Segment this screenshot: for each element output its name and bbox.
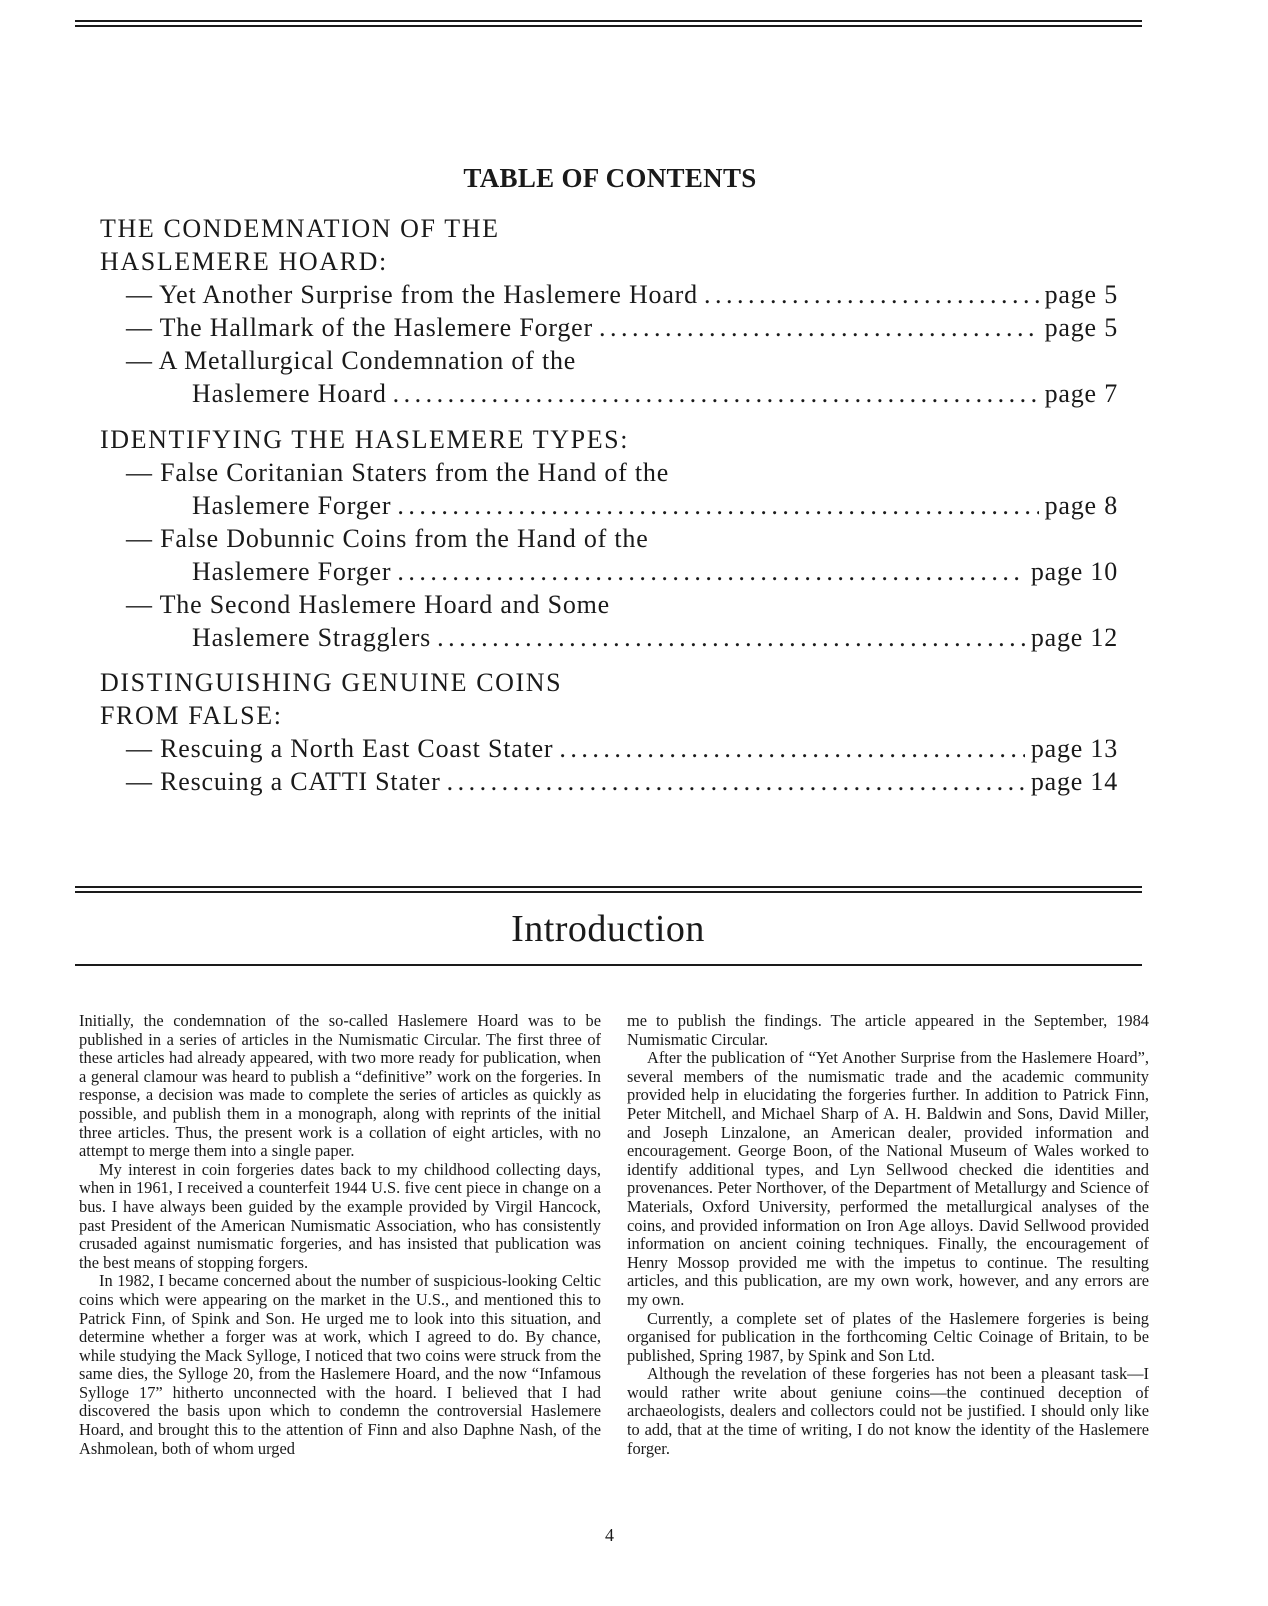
toc-section-3 <box>100 666 1118 798</box>
toc-entry-page: page 13 <box>1030 734 1118 763</box>
toc-entry-title: — Rescuing a CATTI Stater <box>126 767 441 796</box>
toc-entry[interactable] <box>100 456 1118 522</box>
intro-top-rule <box>75 886 1142 896</box>
toc-entry[interactable] <box>100 522 1118 588</box>
toc-entry-title: — False Coritanian Staters from the Hand of the <box>126 458 670 487</box>
toc-entry-page: page 5 <box>1044 313 1118 342</box>
intro-bottom-rule <box>75 964 1142 969</box>
intro-paragraph: Initially, the condemnation of the so-called Haslemere Hoard was to be published in a series of articles in the Numismatic Circular. The first three of these articles had already appeared, with two more ready for publication, when a general clamour was heard to publish a “definitive” work on the forgeries. In response, a decision was made to complete the series of articles as quickly as possible, and publish them in a monograph, along with reprints of the initial three articles. Thus, the present work is a collation of eight articles, with no attempt to merge them into a single paper. <box>79 1011 601 1161</box>
toc-entry[interactable] <box>100 311 1118 344</box>
toc-section-heading: FROM FALSE: <box>100 701 283 730</box>
toc-section-1 <box>100 212 1118 410</box>
toc-entry-page: page 5 <box>1044 280 1118 309</box>
toc-entry-title: — The Hallmark of the Haslemere Forger <box>126 313 593 342</box>
page-number: 4 <box>605 1525 614 1545</box>
toc-entry-title: — Yet Another Surprise from the Haslemere Hoard <box>126 280 698 309</box>
dot-leader <box>704 278 1039 311</box>
intro-right-column <box>627 1012 1149 1458</box>
toc-section-2 <box>100 423 1118 654</box>
dot-leader <box>393 377 1039 410</box>
dot-leader <box>599 311 1039 344</box>
toc-entry-page: page 7 <box>1044 379 1118 408</box>
top-rule <box>75 20 1142 30</box>
toc-section-heading: DISTINGUISHING GENUINE COINS <box>100 668 563 697</box>
toc-section-heading: HASLEMERE HOARD: <box>100 247 388 276</box>
toc-entry-title: — Rescuing a North East Coast Stater <box>126 734 554 763</box>
toc-entry-title-cont: Haslemere Stragglers <box>192 623 432 652</box>
dot-leader <box>447 765 1025 798</box>
intro-left-column <box>79 1012 601 1458</box>
toc-entry-page: page 8 <box>1044 491 1118 520</box>
intro-paragraph: My interest in coin forgeries dates back to my childhood collecting days, when in 1961, I received a counterfeit 1944 U.S. five cent piece in change on a bus. I have always been guided by the example provided by Virgil Hancock, past President of the American Numismatic Association, who has consistently crusaded against numismatic forgeries, and has insisted that publication was the best means of stopping forgers. <box>79 1159 601 1272</box>
toc-entry-title-cont: Haslemere Hoard <box>192 379 387 408</box>
toc-section-heading: IDENTIFYING THE HASLEMERE TYPES: <box>100 425 630 454</box>
intro-paragraph: Although the revelation of these forgeries has not been a pleasant task—I would rather write about geniune coins—the continued deception of archaeologists, dealers and collectors could not be justified. I should only like to add, that at the time of writing, I do not know the identity of the Haslemere forger. <box>627 1364 1149 1458</box>
intro-paragraph: After the publication of “Yet Another Surprise from the Haslemere Hoard”, several members of the numismatic trade and the academic community provided help in elucidating the forgeries further. In addition to Patrick Finn, Peter Mitchell, and Michael Sharp of A. H. Baldwin and Sons, David Miller, and Joseph Linzalone, an American dealer, provided information and encouragement. George Boon, of the National Museum of Wales worked to identify additional types, and Lyn Sellwood checked die identities and provenances. Peter Northover, of the Department of Metallurgy and Science of Materials, Oxford University, performed the metallurgical analyses of the coins, and provided information on Iron Age alloys. David Sellwood provided information on ancient coining techniques. Finally, the encouragement of Henry Mossop provided me with the impetus to continue. The resulting articles, and this publication, are my own work, however, and any errors are my own. <box>627 1048 1149 1309</box>
toc-entry-title: — False Dobunnic Coins from the Hand of the <box>126 524 649 553</box>
toc-entry-title: — The Second Haslemere Hoard and Some <box>126 590 610 619</box>
intro-title: Introduction <box>511 908 705 950</box>
intro-paragraph: me to publish the findings. The article appeared in the September, 1984 Numismatic Circular. <box>627 1011 1149 1049</box>
toc-entry[interactable] <box>100 732 1118 765</box>
toc-entry-page: page 12 <box>1030 623 1118 652</box>
dot-leader <box>397 555 1025 588</box>
toc-title: TABLE OF CONTENTS <box>463 163 757 193</box>
intro-paragraph: Currently, a complete set of plates of the Haslemere forgeries is being organised for publication in the forthcoming Celtic Coinage of Britain, to be published, Spring 1987, by Spink and Son Ltd. <box>627 1308 1149 1365</box>
toc-entry[interactable] <box>100 588 1118 654</box>
toc-entry[interactable] <box>100 278 1118 311</box>
toc-entry-page: page 14 <box>1030 767 1118 796</box>
toc-entry-page: page 10 <box>1030 557 1118 586</box>
toc-entry[interactable] <box>100 765 1118 798</box>
intro-paragraph: In 1982, I became concerned about the number of suspicious-looking Celtic coins which were appearing on the market in the U.S., and mentioned this to Patrick Finn, of Spink and Son. He urged me to look into this situation, and determine whether a forger was at work, which I agreed to do. By chance, while studying the Mack Sylloge, I noticed that two coins were struck from the same dies, the Sylloge 20, from the Haslemere Hoard, and the now “Infamous Sylloge 17” hitherto unconnected with the hoard. I believed that I had discovered the basis upon which to condemn the controversial Haslemere Hoard, and brought this to the attention of Finn and also Daphne Nash, of the Ashmolean, both of whom urged <box>79 1271 601 1458</box>
toc-entry-title: — A Metallurgical Condemnation of the <box>126 346 577 375</box>
toc-entry[interactable] <box>100 344 1118 410</box>
toc-entry-title-cont: Haslemere Forger <box>192 491 392 520</box>
dot-leader <box>559 732 1024 765</box>
dot-leader <box>397 489 1038 522</box>
toc-entry-title-cont: Haslemere Forger <box>192 557 392 586</box>
toc-section-heading: THE CONDEMNATION OF THE <box>100 214 500 243</box>
dot-leader <box>437 621 1025 654</box>
